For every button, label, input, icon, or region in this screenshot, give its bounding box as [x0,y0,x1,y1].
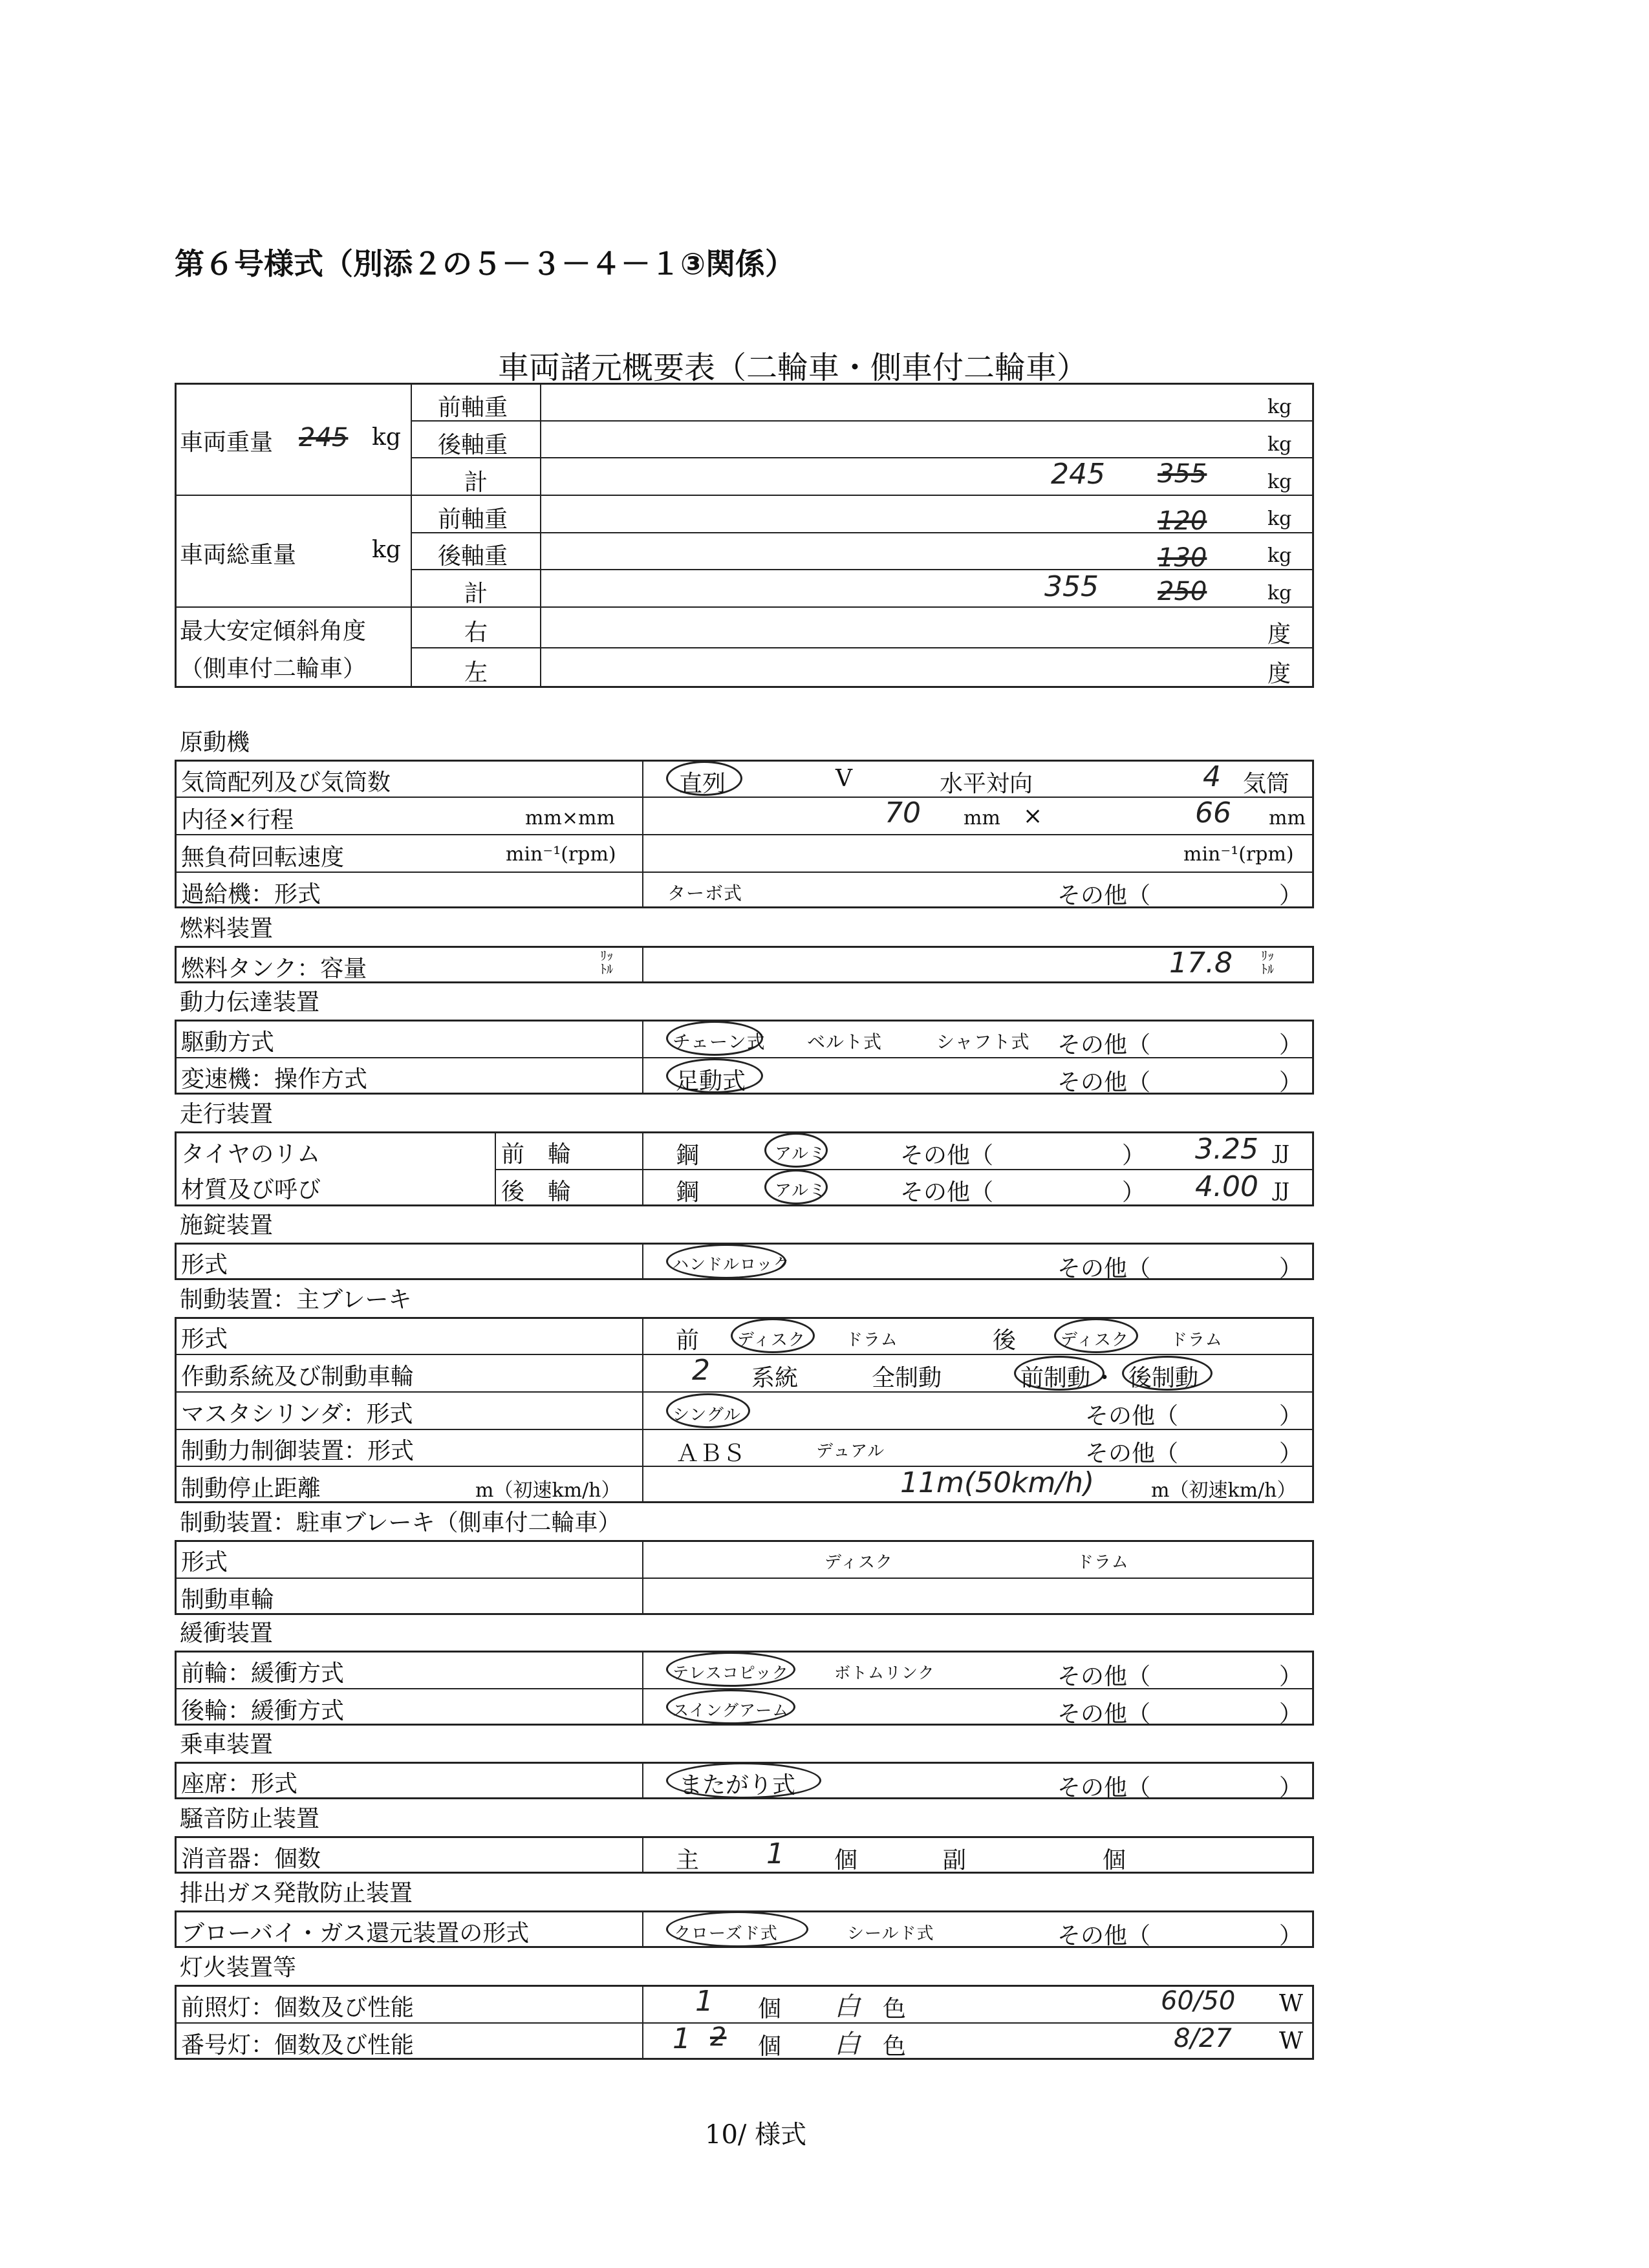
form-title: 車両諸元概要表（二輪車・側車付二輪車） [498,350,1088,386]
front-susp-other-option: その他（ [1057,1664,1151,1690]
rear-rim-size-value: 4.00 [1195,1170,1258,1203]
sealed-type-option: シールド式 [847,1924,934,1943]
brake-control-label: 制動力制御装置：形式 [181,1438,415,1464]
headlight-count-value: 1 [695,1985,713,2018]
suspension-section-title: 緩衝装置 [180,1620,274,1647]
headlight-watt-value: 60/50 [1161,1986,1236,2016]
stopping-distance-label: 制動停止距離 [181,1475,321,1502]
plate-light-struck-count: 2 [710,2022,727,2052]
lock-section-title: 施錠装置 [180,1212,274,1239]
seat-other-option: その他（ [1057,1775,1151,1801]
cylinder-v-option: V [835,765,852,792]
seat-section-title: 乗車装置 [180,1731,274,1758]
gw-front-axle-label: 前軸重 [438,506,508,533]
master-other-close: ） [1279,1403,1303,1429]
main-brake-section-title: 制動装置：主ブレーキ [180,1287,412,1313]
telescopic-option: テレスコピック [673,1664,789,1682]
brake-type-label: 形式 [181,1326,228,1353]
vw-rear-axle-label: 後軸重 [438,432,508,458]
front-wheel-label: 前 輪 [501,1141,572,1168]
bore-mm-unit: mm [964,807,1000,829]
front-disc-option: ディスク [737,1331,806,1350]
fuel-section-title: 燃料装置 [180,915,274,942]
stability-right-unit: 度 [1267,621,1291,648]
rear-rim-jj-unit: JJ [1274,1179,1290,1202]
seat-other-close: ） [1279,1775,1303,1801]
closed-type-option: クローズド式 [674,1924,778,1943]
gross-weight-label: 車両総重量 [180,542,297,568]
cylinder-unit: 気筒 [1243,771,1290,797]
bore-stroke-label: 内径×行程 [181,807,294,833]
brake-front-label: 前 [676,1327,700,1354]
vw-rear-unit: kg [1267,433,1292,456]
supercharger-label: 過給機：形式 [181,881,321,908]
front-susp-other-close: ） [1279,1664,1303,1690]
shaft-drive-option: シャフト式 [936,1031,1030,1053]
rear-drum-option: ドラム [1170,1331,1223,1350]
cylinder-config-label: 気筒配列及び気筒数 [181,769,391,796]
idle-speed-unit-right: min⁻¹(rpm) [1183,843,1294,866]
stopping-distance-unit: m（初速km/h） [475,1479,621,1502]
front-suspension-label: 前輪：緩衝方式 [181,1660,345,1687]
vehicle-weight-label: 車両重量 [180,429,274,456]
lock-other-option: その他（ [1057,1256,1151,1282]
brake-rear-label: 後 [993,1327,1017,1354]
muffler-count-label: 消音器：個数 [181,1846,321,1872]
plate-light-watt-value: 8/27 [1174,2024,1232,2053]
rim-label-2: 材質及び呼び [181,1177,321,1203]
trans-other-option: その他（ [1057,1069,1151,1096]
drive-type-label: 駆動方式 [181,1029,275,1056]
transmission-label: 変速機：操作方式 [181,1066,368,1093]
stability-left-unit: 度 [1267,661,1291,687]
turbo-option: ターボ式 [667,883,743,904]
stability-left-label: 左 [464,659,488,686]
foot-shift-option: 足動式 [676,1068,746,1095]
blowby-label: ブローバイ・ガス還元装置の形式 [181,1920,530,1947]
control-other-option: その他（ [1085,1440,1179,1467]
vehicle-weight-unit: kg [372,424,401,451]
form-number-header: 第６号様式（別添２の５－３－４－１③関係） [175,246,795,281]
drive-section-title: 動力伝達装置 [180,989,320,1016]
rim-label-1: タイヤのリム [181,1141,321,1168]
trans-other-close: ） [1279,1069,1303,1096]
swing-arm-option: スイングアーム [673,1701,790,1720]
parking-disc-option: ディスク [824,1553,893,1572]
rear-brake-option: 後制動 [1128,1365,1199,1391]
lights-section-title: 灯火装置等 [180,1954,297,1981]
front-alu-option: アルミ [775,1144,826,1164]
parking-wheel-label: 制動車輪 [181,1587,275,1613]
rear-rim-other-option: その他（ [900,1179,994,1206]
muffler-main-label: 主 [676,1847,700,1874]
plate-light-label: 番号灯：個数及び性能 [181,2032,415,2059]
vw-total-unit: kg [1267,471,1292,493]
stability-right-label: 右 [464,619,488,646]
gw-total-label: 計 [464,581,488,607]
gross-weight-unit: kg [372,537,401,563]
gw-total-struck-value: 250 [1158,577,1207,606]
fuel-capacity-unit: ﾘｯﾄﾙ [1261,948,1274,977]
front-drum-option: ドラム [846,1331,898,1350]
vw-front-unit: kg [1267,396,1292,418]
straddle-option: またがり式 [679,1772,796,1799]
muffler-sub-unit: 個 [1103,1847,1126,1874]
engine-section-title: 原動機 [180,729,250,756]
muffler-main-count-value: 1 [766,1837,784,1870]
gw-total-unit: kg [1267,582,1292,604]
fuel-capacity-value: 17.8 [1169,947,1233,979]
idle-speed-unit: min⁻¹(rpm) [506,843,616,866]
gw-front-unit: kg [1267,508,1292,530]
vw-front-axle-label: 前軸重 [438,394,508,421]
lock-other-close: ） [1279,1256,1303,1282]
parking-drum-option: ドラム [1077,1553,1129,1572]
front-rear-separator: ・ [1093,1365,1117,1391]
page-footer: 10/ 様式 [705,2120,807,2150]
master-other-option: その他（ [1085,1403,1179,1429]
fuel-tank-unit: ﾘｯﾄﾙ [600,948,613,977]
idle-speed-label: 無負荷回転速度 [181,844,345,871]
brake-system-label: 作動系統及び制動車輪 [181,1364,415,1390]
brake-system-count-value: 2 [692,1354,710,1387]
rear-steel-option: 鋼 [676,1179,700,1206]
abs-option: ＡＢＳ [676,1440,746,1467]
vw-total-value: 245 [1051,458,1105,491]
vw-total-struck-value: 355 [1158,459,1207,489]
plate-light-color-value: 白 [834,2029,860,2059]
rear-susp-other-option: その他（ [1057,1701,1151,1728]
front-rim-size-value: 3.25 [1195,1133,1258,1166]
exhaust-section-title: 排出ガス発散防止装置 [180,1880,413,1907]
headlight-watt-unit: W [1279,1991,1304,2017]
all-wheel-brake-option: 全制動 [872,1365,942,1391]
dual-option: デュアル [816,1442,885,1461]
fuel-tank-label: 燃料タンク：容量 [181,956,367,982]
noise-section-title: 騒音防止装置 [180,1806,320,1832]
cylinder-flat-option: 水平対向 [940,771,1033,797]
stability-angle-sub-label: （側車付二輪車） [180,656,367,682]
plate-light-count-value: 1 [673,2022,691,2055]
rear-rim-other-close: ） [1122,1179,1146,1206]
turbo-other-close: ） [1279,883,1303,909]
cylinder-inline-option: 直列 [679,771,726,797]
headlight-count-unit: 個 [758,1996,782,2022]
master-cylinder-label: マスタシリンダ：形式 [181,1401,413,1428]
turbo-other-option: その他（ [1057,883,1151,909]
single-option: シングル [673,1406,742,1425]
cylinder-count-value: 4 [1203,760,1221,793]
rear-wheel-label: 後 輪 [501,1179,572,1205]
running-section-title: 走行装置 [180,1101,274,1128]
stroke-value: 66 [1195,797,1231,829]
brake-system-unit: 系統 [751,1365,799,1391]
muffler-sub-label: 副 [943,1847,967,1874]
gw-rear-axle-label: 後軸重 [438,543,508,570]
front-steel-option: 鋼 [676,1142,700,1169]
gw-total-value: 355 [1044,570,1099,603]
bore-stroke-unit: mm×mm [525,807,615,829]
vw-total-label: 計 [464,469,488,496]
plate-light-color-label: 色 [883,2033,907,2060]
plate-light-count-unit: 個 [758,2033,782,2060]
headlight-label: 前照灯：個数及び性能 [181,1995,415,2021]
muffler-main-unit: 個 [834,1847,858,1874]
control-other-close: ） [1279,1440,1303,1467]
parking-type-label: 形式 [181,1549,228,1576]
stopping-distance-unit-right: m（初速km/h） [1151,1479,1297,1502]
stability-angle-label: 最大安定傾斜角度 [180,618,367,645]
front-rim-jj-unit: JJ [1274,1142,1290,1164]
headlight-color-value: 白 [834,1992,860,2022]
chain-drive-option: チェーン式 [673,1031,766,1053]
front-brake-option: 前制動 [1020,1365,1091,1391]
bottom-link-option: ボトムリンク [834,1664,935,1682]
seat-type-label: 座席：形式 [181,1771,298,1797]
drive-other-option: その他（ [1057,1032,1151,1058]
lock-type-label: 形式 [181,1252,228,1278]
bore-times-symbol: × [1023,803,1043,829]
belt-drive-option: ベルト式 [807,1031,883,1053]
vehicle-weight-struck-value: 245 [299,423,349,453]
exhaust-other-option: その他（ [1057,1923,1151,1949]
front-rim-other-close: ） [1122,1142,1146,1169]
headlight-color-label: 色 [883,1996,907,2022]
exhaust-other-close: ） [1279,1923,1303,1949]
plate-light-watt-unit: W [1279,2028,1304,2055]
gw-front-struck-value: 120 [1158,506,1207,536]
bore-value: 70 [885,797,921,829]
rear-suspension-label: 後輪：緩衝方式 [181,1698,345,1724]
rear-susp-other-close: ） [1279,1701,1303,1728]
gw-rear-struck-value: 130 [1158,543,1207,573]
stopping-distance-value: 11m(50km/h) [900,1466,1095,1499]
front-rim-other-option: その他（ [900,1142,994,1169]
stroke-mm-unit: mm [1269,807,1306,829]
rear-disc-option: ディスク [1061,1331,1129,1350]
rear-alu-option: アルミ [775,1181,826,1201]
parking-brake-section-title: 制動装置：駐車ブレーキ（側車付二輪車） [180,1510,621,1536]
drive-other-close: ） [1279,1032,1303,1058]
gw-rear-unit: kg [1267,544,1292,567]
handle-lock-option: ハンドルロック [673,1255,790,1274]
